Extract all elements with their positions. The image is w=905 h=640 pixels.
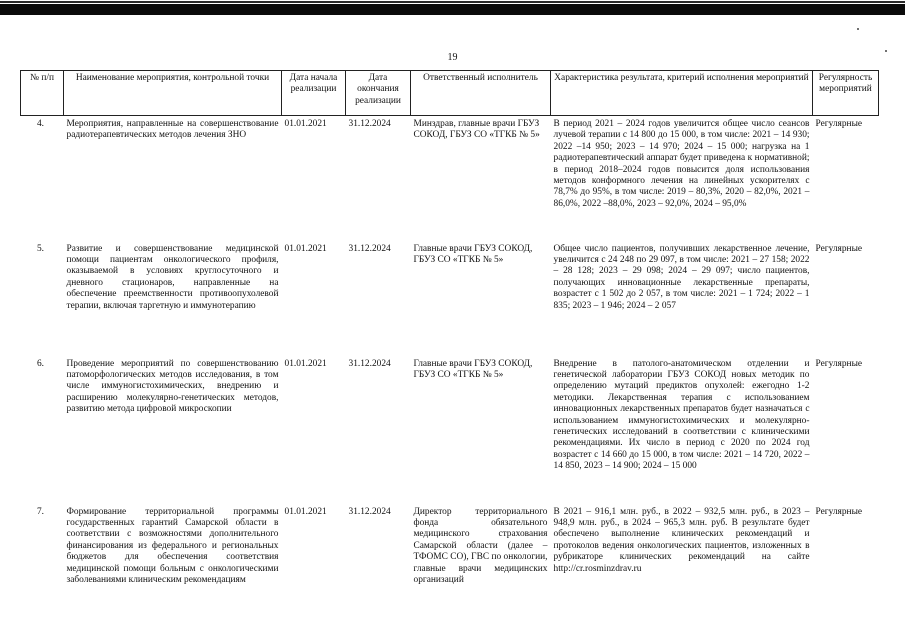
executor: Директор территориального фонда обязательного медицинского страхования Самарской области (далее – ТФОМС СО), ГВС по онкологии, главные врачи медицинских организаций xyxy=(413,506,548,585)
end-date: 31.12.2024 xyxy=(348,119,391,129)
action-plan-table xyxy=(20,70,879,586)
table-row xyxy=(21,356,879,504)
row-number: 7. xyxy=(36,506,45,517)
table-row xyxy=(21,504,879,587)
end-date: 31.12.2024 xyxy=(348,243,391,254)
table-row xyxy=(21,116,879,241)
header-result: Характеристика результата, критерий исполнения мероприятий xyxy=(551,71,813,116)
executor: Главные врачи ГБУЗ СОКОД, ГБУЗ СО «ТГКБ № 5» xyxy=(413,358,533,380)
result-description: В 2021 – 916,1 млн. руб., в 2022 – 932,5 млн. руб., в 2023 – 948,9 млн. руб., в 2024 – 965,3 млн. руб. В результате будет обеспечено выполнение клинических рекомендаций и протоколов ведения онкологических пациентов, изложенных в рубрикаторе клинических рекомендаций на сайте http://cr.rosminzdrav.ru xyxy=(553,506,810,574)
row-number: 6. xyxy=(36,358,45,369)
row-number: 5. xyxy=(36,243,45,254)
start-date: 01.01.2021 xyxy=(284,119,327,129)
start-date: 01.01.2021 xyxy=(284,243,327,254)
regularity: Регулярные xyxy=(815,243,863,254)
scan-speck xyxy=(857,28,859,30)
activity-name: Развитие и совершенствование медицинской помощи пациентам онкологического профиля, оказываемой в условиях круглосуточного и дневного стационаров, направленные на обеспечение преемственности противоопухолевой терапии, включая таргетную и иммунотерапию xyxy=(66,243,279,311)
end-date: 31.12.2024 xyxy=(348,358,391,369)
result-description: В период 2021 – 2024 годов увеличится общее число сеансов лучевой терапии с 14 800 до 15 000, в том числе: 2021 – 14 930; 2022 –14 950; 2023 – 14 970; 2024 – 15 000; нагрузка на 1 радиотерапевтический аппарат будет приведена к нормативной; в период 2018–2024 годов повысится доля использования методов конформного лечения на линейных ускорителях с 78,7% до 95%, в том числе: 2019 – 80,3%, 2020 – 82,0%, 2021 – 86,0%, 2022 –88,0%, 2023 – 92,0%, 2024 – 95,0% xyxy=(553,119,810,209)
end-date: 31.12.2024 xyxy=(348,506,391,517)
table-header-row xyxy=(21,71,879,116)
executor: Главные врачи ГБУЗ СОКОД, ГБУЗ СО «ТГКБ № 5» xyxy=(413,243,533,265)
scan-top-border xyxy=(0,4,905,15)
start-date: 01.01.2021 xyxy=(284,358,327,369)
row-number: 4. xyxy=(36,119,45,129)
result-description: Внедрение в патолого-анатомическом отделении и генетической лаборатории ГБУЗ СОКОД новых методик по определению мутаций предиктов опухолей: ежегодно 1-2 методики. Лекарственная терапия с использованием инновационных лекарственных препаратов будет назначаться с использованием иммуногистохимических и молекулярно-генетических исследований в соответствии с клиническими рекомендациями. Их число в период с 2020 по 2024 год возрастет с 14 660 до 15 000, в том числе: 2021 – 14 720, 2022 – 14 850, 2023 – 14 900; 2024 – 15 000 xyxy=(553,358,810,472)
executor: Минздрав, главные врачи ГБУЗ СОКОД, ГБУЗ СО «ТГКБ № 5» xyxy=(413,119,540,141)
page-number: 19 xyxy=(447,52,458,63)
result-description: Общее число пациентов, получивших лекарственное лечение, увеличится с 24 248 по 29 097, в том числе: 2021 – 27 158; 2022 – 28 128; 2023 – 29 098; 2024 – 29 097; число пациентов, получающих инновационные лекарственные препараты, возрастет с 1 502 до 2 057, в том числе: 2021 – 1 724; 2022 – 1 835; 2023 – 1 946; 2024 – 2 057 xyxy=(553,243,810,311)
activity-name: Формирование территориальной программы государственных гарантий Самарской области в соответствии с возможностями дополнительного финансирования из федерального и региональных бюджетов для обеспечения соответствия медицинской помощи больным с онкологическими заболеваниями клиническим рекомендациям xyxy=(66,506,279,585)
header-activity-name: Наименование мероприятия, контрольной точки xyxy=(64,71,282,116)
start-date: 01.01.2021 xyxy=(284,506,327,517)
regularity: Регулярные xyxy=(815,119,863,129)
header-number: № п/п xyxy=(21,71,64,116)
header-regularity: Регулярность мероприятий xyxy=(813,71,879,116)
activity-name: Мероприятия, направленные на совершенствование радиотерапевтических методов лечения ЗНО xyxy=(66,119,279,141)
header-end-date: Дата окончания реализации xyxy=(346,71,411,116)
activity-name: Проведение мероприятий по совершенствованию патоморфологических методов исследования, в том числе иммуногистохимических, внедрению и расширению молекулярно-генетических методов, развитию метода цифровой микроскопии xyxy=(66,358,279,415)
regularity: Регулярные xyxy=(815,358,863,369)
header-start-date: Дата начала реализации xyxy=(282,71,346,116)
table-row xyxy=(21,241,879,356)
regularity: Регулярные xyxy=(815,506,863,517)
header-executor: Ответственный исполнитель xyxy=(411,71,551,116)
